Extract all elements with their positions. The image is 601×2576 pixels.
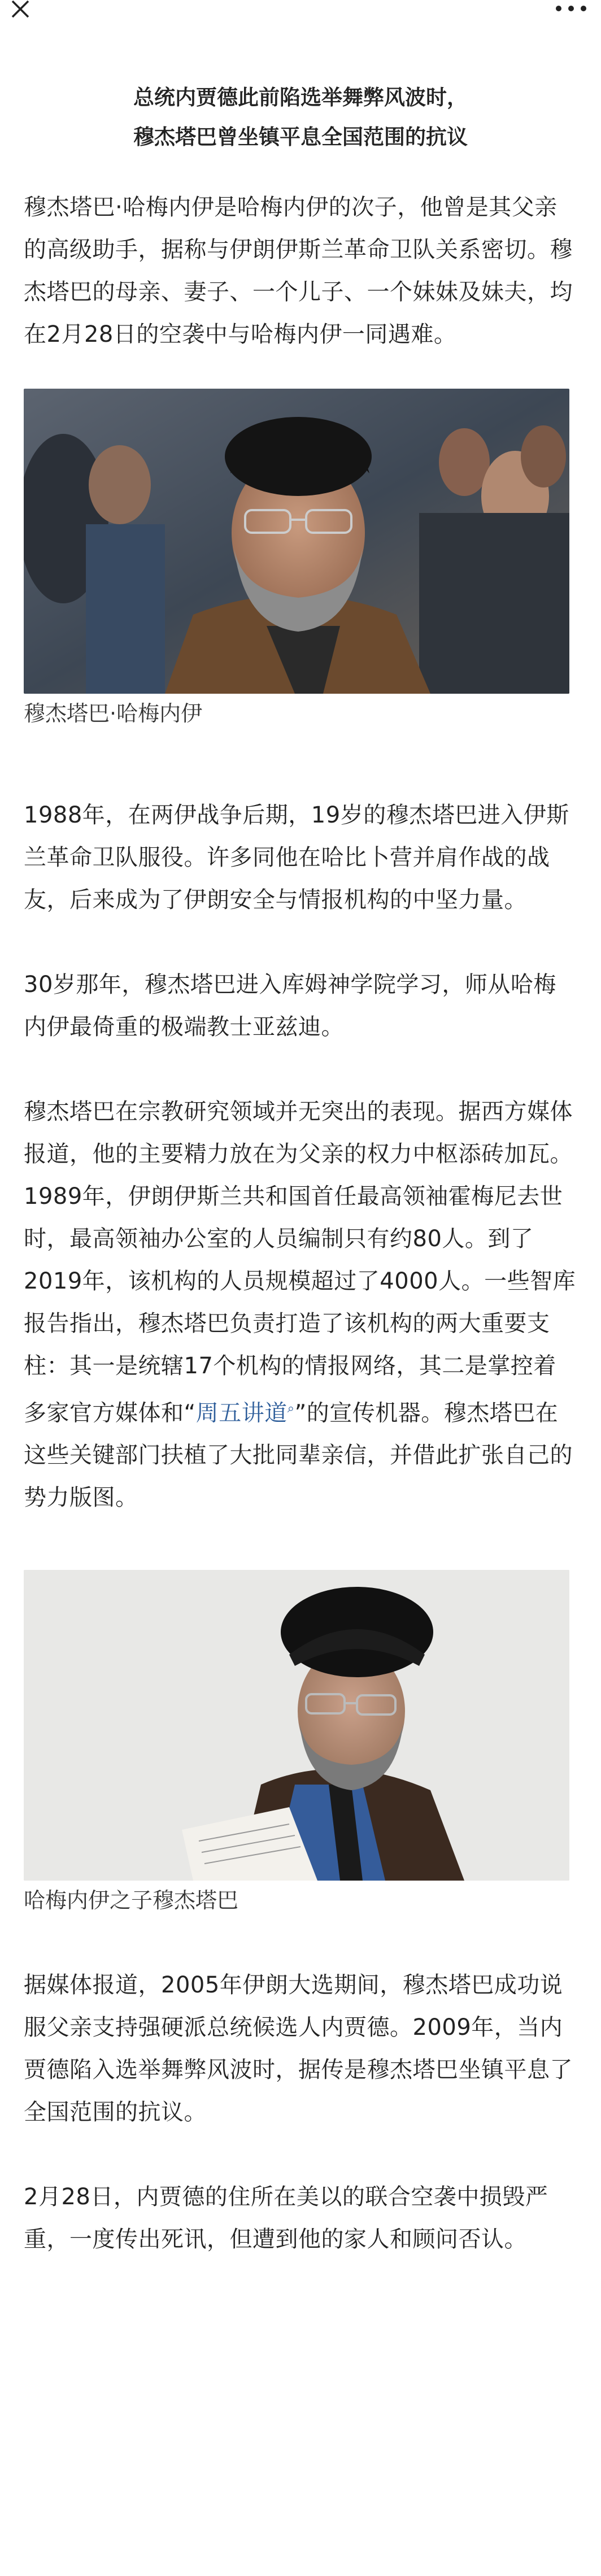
close-button[interactable] [6, 0, 35, 25]
paragraph-4-text-b: ”的宣传机器。穆杰塔巴在这些关键部门扶植了大批同辈亲信，并借此扩张自己的势力版图。 [24, 1400, 573, 1511]
top-bar [0, 0, 601, 34]
paragraph-1: 穆杰塔巴·哈梅内伊是哈梅内伊的次子，他曾是其父亲的高级助手，据称与伊朗伊斯兰革命卫队关系密切。穆杰塔巴的母亲、妻子、一个儿子、一个妹妹及妹夫，均在2月28日的空袭中与哈梅内伊一同遇难。 [24, 194, 573, 347]
photo-2-caption: 哈梅内伊之子穆杰塔巴 [24, 1888, 239, 1913]
title-line-2: 穆杰塔巴曾坐镇平息全国范围的抗议 [133, 125, 468, 149]
more-icon [556, 6, 561, 11]
paragraph-3: 30岁那年，穆杰塔巴进入库姆神学院学习，师从哈梅内伊最倚重的极端教士亚兹迪。 [24, 972, 556, 1040]
more-button[interactable] [556, 2, 590, 16]
paragraph-6: 2月28日，内贾德的住所在美以的联合空袭中损毁严重，一度传出死讯，但遭到他的家人和顾问否认。 [24, 2184, 548, 2253]
photo-mojtaba-crowd[interactable] [24, 389, 569, 694]
paragraph-4-text-a: 穆杰塔巴在宗教研究领域并无突出的表现。据西方媒体报道，他的主要精力放在为父亲的权力中枢添砖加瓦。1989年，伊朗伊斯兰共和国首任最高领袖霍梅尼去世时，最高领袖办公室的人员编制只有约80人。到了2019年，该机构的人员规模超过了4000人。一些智库报告指出，穆杰塔巴负责打造了该机构的两大重要支柱：其一是统辖17个机构的情报网络，其二是掌控着多家官方媒体和“ [24, 1099, 576, 1426]
paragraph-2: 1988年，在两伊战争后期，19岁的穆杰塔巴进入伊斯兰革命卫队服役。许多同他在哈比卜营并肩作战的战友，后来成为了伊朗安全与情报机构的中坚力量。 [24, 802, 569, 913]
paragraph-5: 据媒体报道，2005年伊朗大选期间，穆杰塔巴成功说服父亲支持强硬派总统候选人内贾德。2009年，当内贾德陷入选举舞弊风波时，据传是穆杰塔巴坐镇平息了全国范围的抗议。 [24, 1972, 573, 2126]
article-title [24, 78, 577, 157]
friday-sermon-link[interactable]: 周五讲道 [195, 1400, 288, 1426]
paragraph-4 [24, 1091, 577, 1519]
title-line-1: 总统内贾德此前陷选举舞弊风波时， [133, 85, 468, 110]
photo-mojtaba-reading[interactable] [24, 1570, 569, 1881]
article-body [24, 34, 577, 2261]
search-icon[interactable]: ⌕ [287, 1402, 295, 1416]
photo-mojtaba-crowd-image [24, 389, 569, 694]
photo-mojtaba-reading-image [24, 1570, 569, 1881]
close-icon [10, 0, 31, 20]
photo-1-caption: 穆杰塔巴·哈梅内伊 [24, 701, 203, 726]
